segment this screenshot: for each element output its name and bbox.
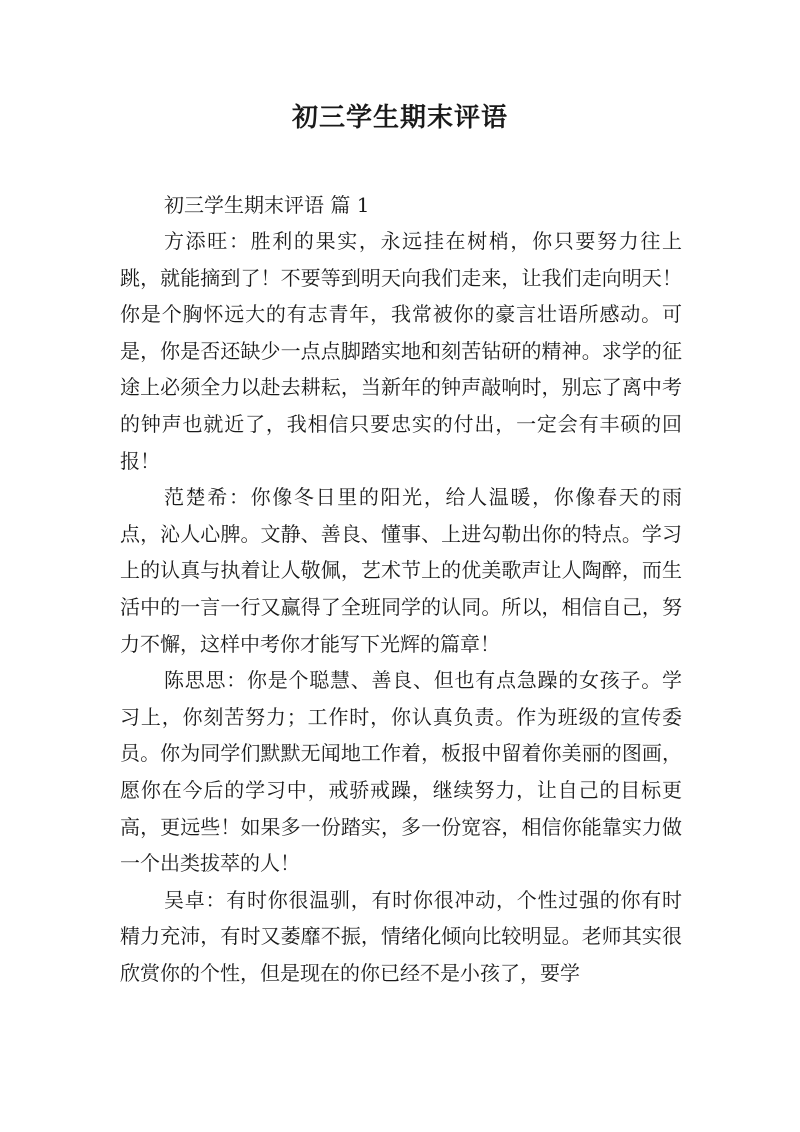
- comment-paragraph-wu-zhuo: 吴卓：有时你很温驯，有时你很冲动，个性过强的你有时精力充沛，有时又萎靡不振，情绪化倾向比较明显。老师其实很欣赏你的个性，但是现在的你已经不是小孩了，要学: [120, 887, 682, 985]
- comment-paragraph-chen-sisi: 陈思思：你是个聪慧、善良、但也有点急躁的女孩子。学习上，你刻苦努力；工作时，你认真负责。作为班级的宣传委员。你为同学们默默无闻地工作着，板报中留着你美丽的图画，愿你在今后的学习中，戒骄戒躁，继续努力，让自己的目标更高，更远些！如果多一份踏实，多一份宽容，相信你能靠实力做一个出类拔萃的人！: [120, 668, 682, 876]
- document-title: 初三学生期末评语: [291, 103, 508, 133]
- section-heading: 初三学生期末评语 篇 1: [164, 193, 370, 217]
- document-body: [120, 187, 682, 991]
- comment-paragraph-fang-tianwang: 方添旺：胜利的果实，永远挂在树梢，你只要努力往上跳，就能摘到了！不要等到明天向我们走来，让我们走向明天！你是个胸怀远大的有志青年，我常被你的豪言壮语所感动。可是，你是否还缺少一点点脚踏实地和刻苦钻研的精神。求学的征途上必须全力以赴去耕耘，当新年的钟声敲响时，别忘了离中考的钟声也就近了，我相信只要忠实的付出，一定会有丰硕的回报！: [120, 229, 682, 473]
- comment-paragraph-fan-chuxi: 范楚希：你像冬日里的阳光，给人温暖，你像春天的雨点，沁人心脾。文静、善良、懂事、上进勾勒出你的特点。学习上的认真与执着让人敬佩，艺术节上的优美歌声让人陶醉，而生活中的一言一行又赢得了全班同学的认同。所以，相信自己，努力不懈，这样中考你才能写下光辉的篇章！: [120, 485, 682, 656]
